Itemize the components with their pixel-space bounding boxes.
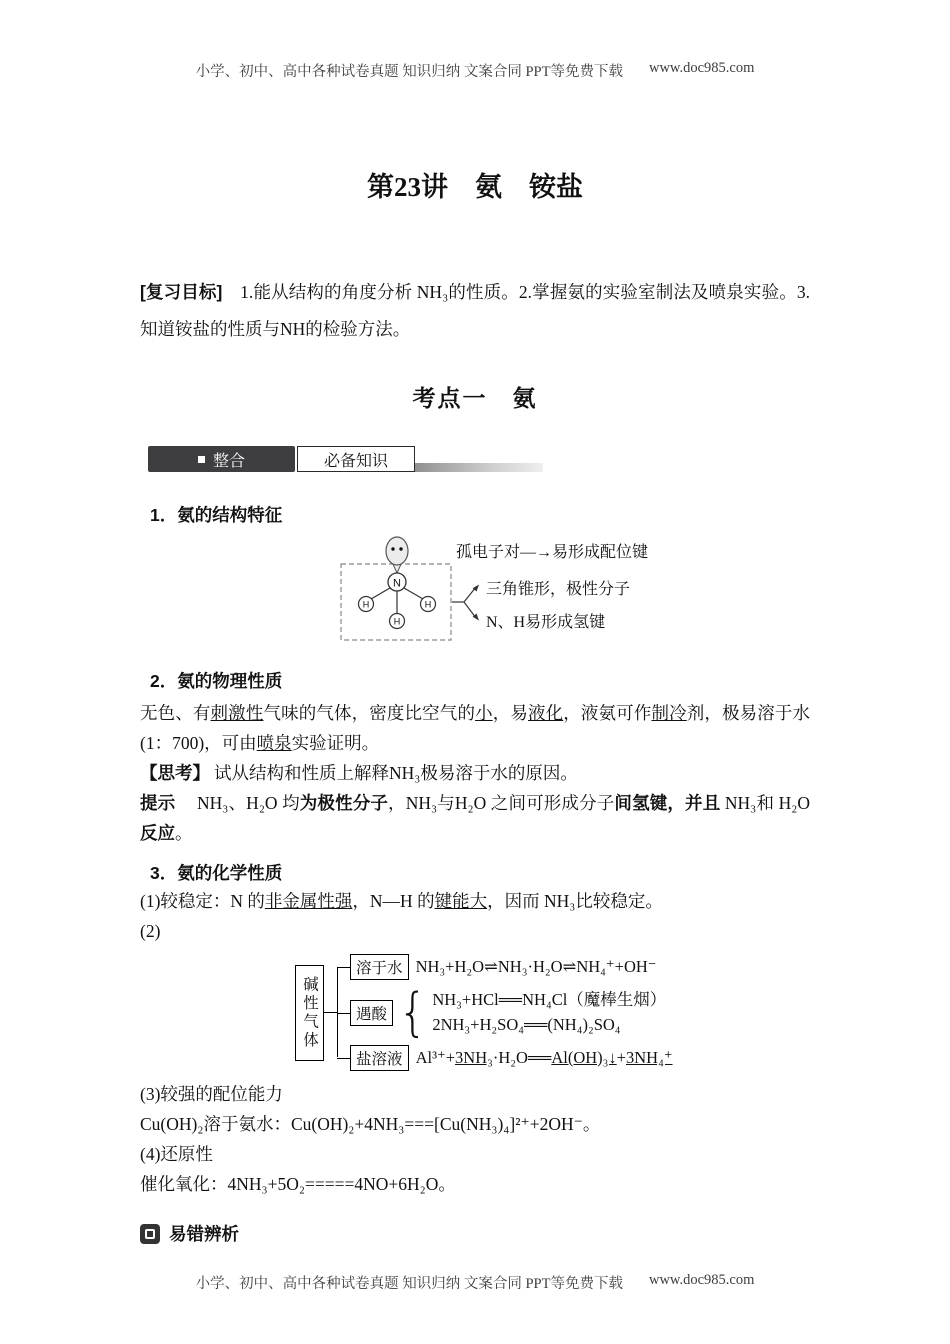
header-promo-text: 小学、初中、高中各种试卷真题 知识归纳 文案合同 PPT等免费下载 xyxy=(195,64,623,80)
equation: 2NH₃+H₂SO₄══(NH₄)₂SO₄ xyxy=(432,1015,621,1034)
nitrogen-atom xyxy=(388,573,406,591)
item2-label: (2) xyxy=(140,921,161,941)
tab-bibei-label: 必备知识 xyxy=(323,452,388,470)
page-header xyxy=(140,60,810,81)
tip-line xyxy=(140,788,810,848)
shape-label: 三角锥形，极性分子 xyxy=(486,581,631,598)
heading-chemical: 3．氨的化学性质 xyxy=(150,863,283,883)
objectives-label: [复习目标] xyxy=(140,282,223,302)
left-brace xyxy=(398,989,427,1035)
square-bullet-icon xyxy=(198,456,205,463)
think-label: 【思考】 xyxy=(140,763,210,783)
heading-physical: 2．氨的物理性质 xyxy=(150,671,283,691)
tab-zhenghe-label: 整合 xyxy=(212,452,245,470)
review-objectives xyxy=(140,274,810,348)
error-analysis-heading xyxy=(140,1221,810,1246)
branch-label: 溶于水 xyxy=(350,954,409,980)
diagram-connector xyxy=(324,1012,337,1013)
tip-text: NH₃、H₂O 均为极性分子，NH₃与H₂O 之间可形成分子间氢键，并且 NH₃和 H₂O 反应。 xyxy=(140,793,811,843)
branch-salt-solution xyxy=(350,1045,672,1071)
error-analysis-title: 易错辨析 xyxy=(169,1224,239,1244)
branch-meets-acid xyxy=(350,989,672,1036)
equation: NH₃+H₂O⇌NH₃·H₂O⇌NH₄⁺+OH⁻ xyxy=(415,957,657,976)
think-text: 试从结构和性质上解释NH₃极易溶于水的原因。 xyxy=(214,763,578,783)
equation: NH₃+HCl══NH₄Cl（魔棒生烟） xyxy=(432,990,667,1009)
lone-pair-label: 孤电子对—→易形成配位键 xyxy=(456,544,649,561)
item3-line: (3)较强的配位能力 xyxy=(140,1084,283,1104)
page-footer xyxy=(140,1272,810,1293)
catalytic-equation-line: 催化氧化：4NH₃+5O₂=====4NO+6H₂O。 xyxy=(140,1174,456,1194)
branch-label: 遇酸 xyxy=(350,1000,393,1026)
physical-paragraph: 无色、有刺激性气味的气体，密度比空气的小，易液化，液氨可作制冷剂，极易溶于水(1：700)，可由喷泉实验证明。 xyxy=(140,703,811,753)
branch-equations xyxy=(416,1047,673,1069)
lesson-title: 第23讲 氨 铵盐 xyxy=(367,172,583,202)
svg-text:H: H xyxy=(393,616,401,627)
basic-gas-box: 碱性气体 xyxy=(295,965,324,1061)
diagram-branches xyxy=(337,954,672,1071)
fork-arrows xyxy=(452,585,479,621)
header-site-link[interactable]: www.doc985.com xyxy=(648,60,755,76)
bonds xyxy=(371,588,423,613)
tab-bibei-zhishi xyxy=(297,446,415,472)
footer-site-link[interactable]: www.doc985.com xyxy=(648,1272,755,1288)
tab-zhenghe xyxy=(148,446,295,472)
stability-line: (1)较稳定：N 的非金属性强，N—H 的键能大，因而 NH₃比较稳定。 xyxy=(140,891,663,911)
heading-structure: 1．氨的结构特征 xyxy=(150,505,283,525)
cu-equation-line: Cu(OH)₂溶于氨水：Cu(OH)₂+4NH₃===[Cu(NH₃)₄]²⁺+2OH⁻。 xyxy=(140,1114,601,1134)
equation: Al³⁺+3NH₃·H₂O══Al(OH)₃↓+3NH₄⁺ xyxy=(415,1048,673,1067)
branch-equations xyxy=(432,989,666,1036)
lone-pair-balloon xyxy=(386,537,408,573)
footer-promo-text: 小学、初中、高中各种试卷真题 知识归纳 文案合同 PPT等免费下载 xyxy=(195,1276,623,1292)
basicity-diagram xyxy=(295,954,810,1071)
hbond-label: N、H易形成氢键 xyxy=(486,614,606,631)
error-analysis-icon xyxy=(140,1224,160,1244)
think-line xyxy=(140,758,810,788)
branch-dissolve-in-water xyxy=(350,954,672,980)
tip-label: 提示 xyxy=(140,793,176,813)
section-title: 考点一 氨 xyxy=(412,385,538,411)
svg-text:N: N xyxy=(393,577,401,590)
nh3-structure-figure xyxy=(340,534,810,650)
knowledge-banner xyxy=(148,446,810,472)
branch-label: 盐溶液 xyxy=(350,1045,409,1071)
svg-text:H: H xyxy=(424,599,432,610)
item4-line: (4)还原性 xyxy=(140,1144,213,1164)
objectives-text: 1.能从结构的角度分析 NH₃的性质。2.掌握氨的实验室制法及喷泉实验。3.知道铵盐的性质与NH的检验方法。 xyxy=(140,282,811,339)
banner-gradient-line xyxy=(415,463,543,472)
branch-equations xyxy=(416,956,657,978)
svg-text:H: H xyxy=(362,599,370,610)
